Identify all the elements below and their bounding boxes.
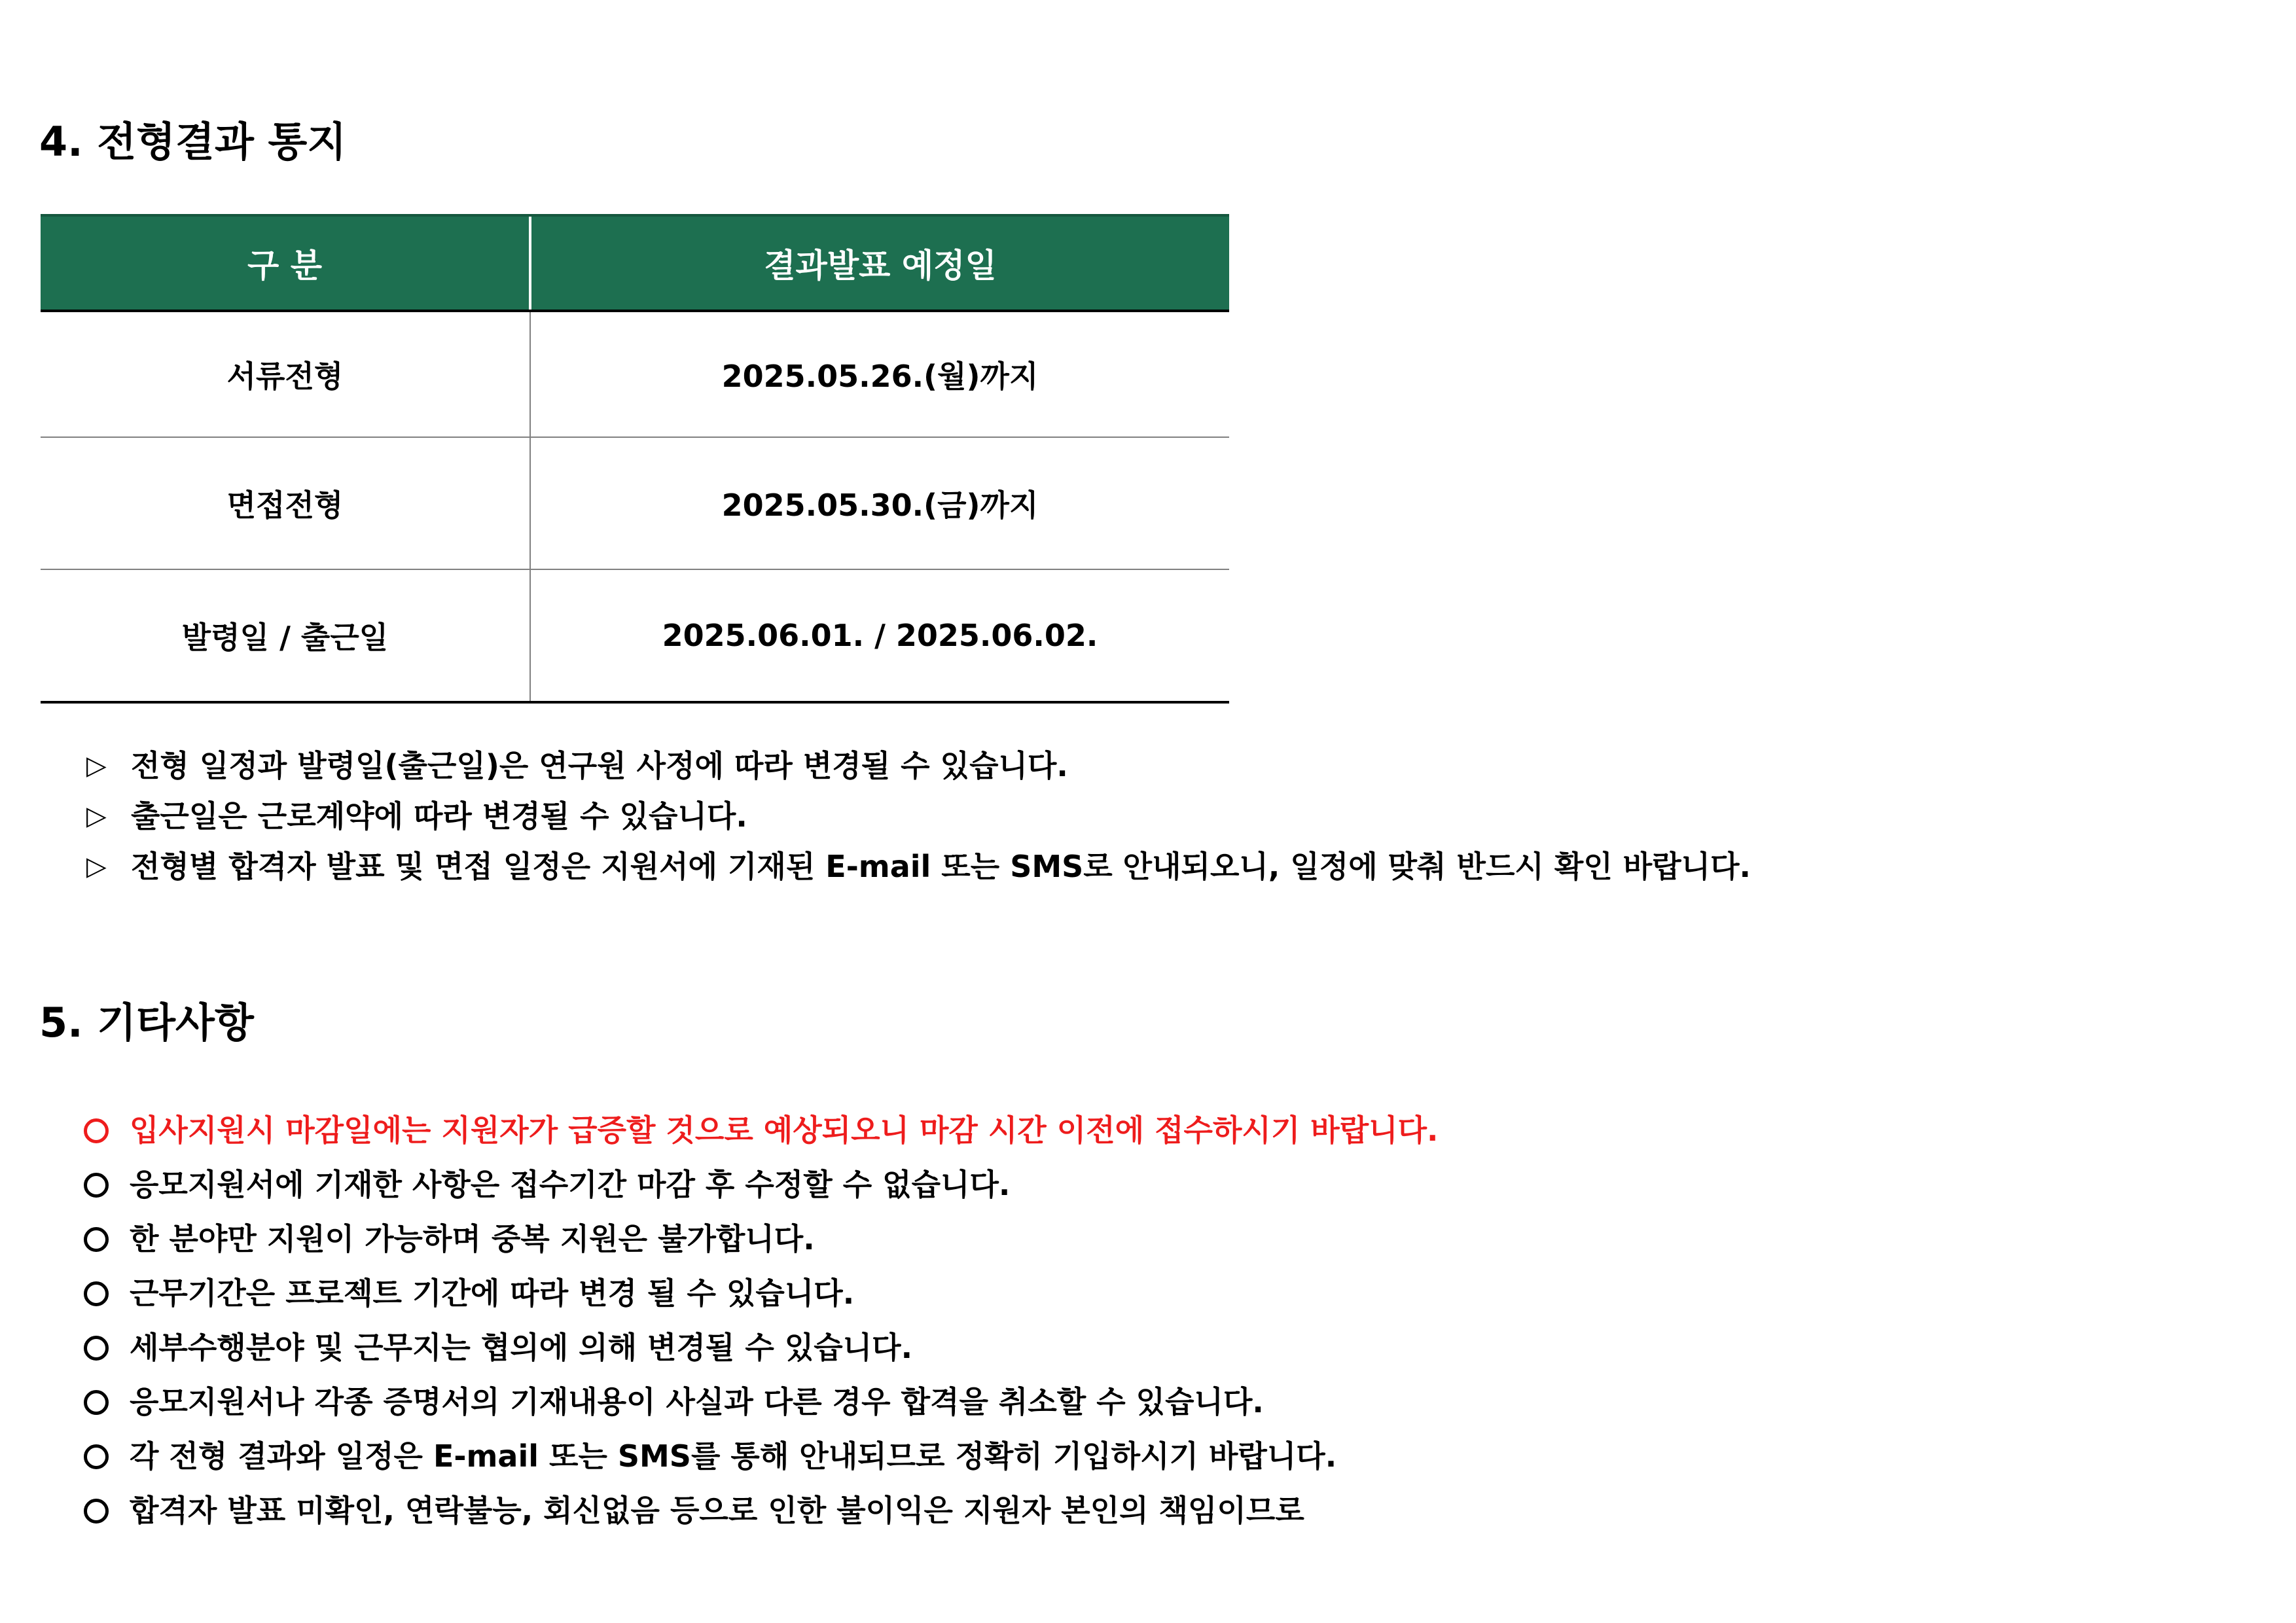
cell-stage: 면접전형 [41, 437, 530, 569]
circle-bullet-icon [84, 1390, 109, 1415]
list-item [86, 741, 1751, 791]
list-item [86, 842, 1751, 892]
table-row [41, 311, 1229, 437]
other-notes-list [84, 1103, 1439, 1538]
column-header-category: 구 분 [41, 215, 530, 311]
item-text: 한 분야만 지원이 가능하며 중복 지원은 불가합니다. [130, 1221, 815, 1257]
list-item [84, 1266, 1439, 1321]
triangle-bullet-icon: ▷ [86, 851, 107, 882]
section-4-title: 4. 전형결과 통지 [39, 118, 347, 166]
list-item [84, 1375, 1439, 1429]
item-text: 응모지원서에 기재한 사항은 접수기간 마감 후 수정할 수 없습니다. [130, 1167, 1011, 1202]
schedule-notes-list [86, 741, 1751, 892]
table-row [41, 437, 1229, 569]
circle-bullet-icon [84, 1173, 109, 1198]
circle-bullet-icon [84, 1118, 109, 1143]
list-item [84, 1484, 1439, 1538]
note-text: 전형별 합격자 발표 및 면접 일정은 지원서에 기재된 E-mail 또는 SMS로 안내되오니, 일정에 맞춰 반드시 확인 바랍니다. [131, 849, 1751, 884]
section-5-title: 5. 기타사항 [39, 999, 254, 1046]
list-item [84, 1321, 1439, 1375]
item-text: 근무기간은 프로젝트 기간에 따라 변경 될 수 있습니다. [130, 1275, 855, 1311]
triangle-bullet-icon: ▷ [86, 801, 107, 831]
result-schedule-table [41, 214, 1229, 704]
item-text: 세부수행분야 및 근무지는 협의에 의해 변경될 수 있습니다. [130, 1330, 913, 1365]
triangle-bullet-icon: ▷ [86, 751, 107, 781]
cell-stage: 서류전형 [41, 311, 530, 437]
cell-date: 2025.05.30.(금)까지 [530, 437, 1229, 569]
cell-date: 2025.06.01. / 2025.06.02. [530, 569, 1229, 702]
list-item [86, 791, 1751, 842]
cell-stage: 발령일 / 출근일 [41, 569, 530, 702]
circle-bullet-icon [84, 1336, 109, 1361]
column-header-announcement-date: 결과발표 예정일 [530, 215, 1229, 311]
list-item [84, 1158, 1439, 1212]
note-text: 전형 일정과 발령일(출근일)은 연구원 사정에 따라 변경될 수 있습니다. [131, 748, 1068, 783]
item-text: 합격자 발표 미확인, 연락불능, 회신없음 등으로 인한 불이익은 지원자 본인의 책임이므로 [130, 1493, 1304, 1528]
list-item [84, 1429, 1439, 1484]
item-text: 입사지원시 마감일에는 지원자가 급증할 것으로 예상되오니 마감 시간 이전에 접수하시기 바랍니다. [130, 1113, 1439, 1148]
cell-date: 2025.05.26.(월)까지 [530, 311, 1229, 437]
list-item [84, 1212, 1439, 1266]
table-row [41, 569, 1229, 702]
circle-bullet-icon [84, 1444, 109, 1469]
circle-bullet-icon [84, 1281, 109, 1306]
note-text: 출근일은 근로계약에 따라 변경될 수 있습니다. [131, 798, 747, 834]
list-item [84, 1103, 1439, 1158]
table-header-row [41, 215, 1229, 311]
item-text: 각 전형 결과와 일정은 E-mail 또는 SMS를 통해 안내되므로 정확히 기입하시기 바랍니다. [130, 1438, 1337, 1474]
circle-bullet-icon [84, 1227, 109, 1252]
item-text: 응모지원서나 각종 증명서의 기재내용이 사실과 다른 경우 합격을 취소할 수 있습니다. [130, 1384, 1264, 1419]
circle-bullet-icon [84, 1499, 109, 1524]
